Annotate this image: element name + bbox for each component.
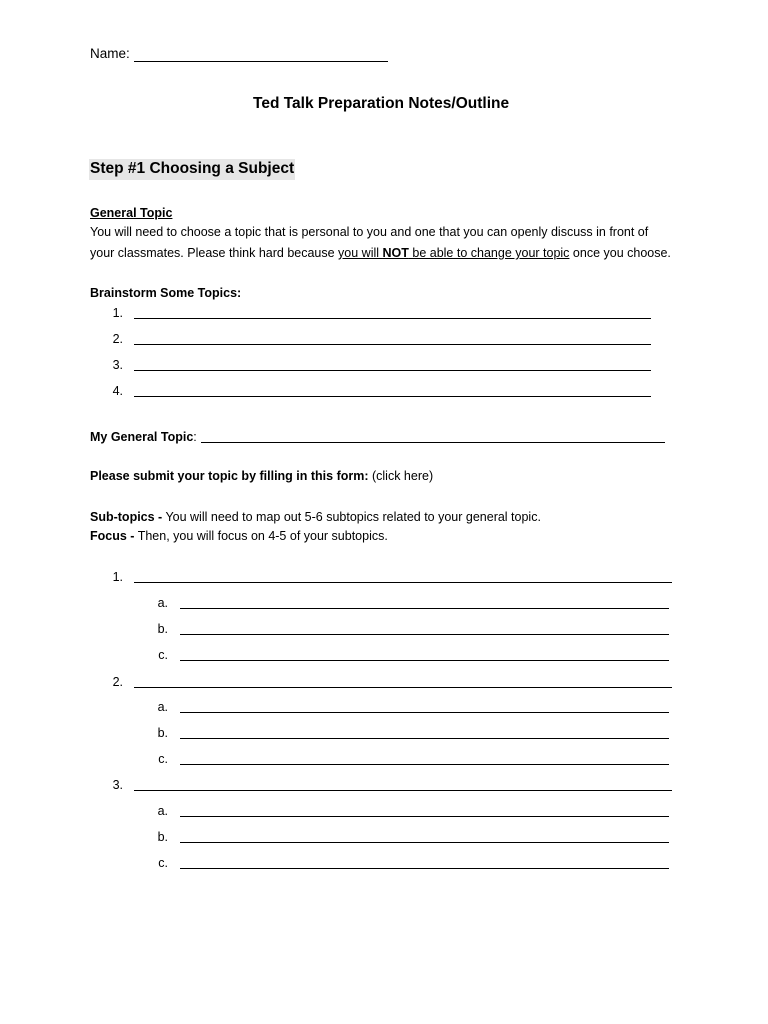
my-general-topic-text: My General Topic bbox=[90, 430, 194, 444]
outline-3-line-a[interactable] bbox=[180, 816, 669, 817]
my-general-topic-line[interactable] bbox=[201, 442, 665, 443]
outline-3-sub-a: a. bbox=[157, 804, 168, 818]
outline-2-line-c[interactable] bbox=[180, 764, 669, 765]
outline-1-line-b[interactable] bbox=[180, 634, 669, 635]
warning-part-a: you will bbox=[338, 246, 383, 260]
outline-2-sub-c: c. bbox=[158, 752, 168, 766]
brainstorm-line-1[interactable] bbox=[134, 318, 651, 319]
outline-1-line-a[interactable] bbox=[180, 608, 669, 609]
outline-1-line-c[interactable] bbox=[180, 660, 669, 661]
line2-end: once you choose. bbox=[569, 246, 671, 260]
brainstorm-line-3[interactable] bbox=[134, 370, 651, 371]
brainstorm-number-4: 4. bbox=[112, 384, 123, 398]
warning-underline bbox=[338, 246, 569, 260]
focus-text: Then, you will focus on 4-5 of your subtopics. bbox=[134, 529, 388, 543]
subtopics-instruction bbox=[90, 507, 541, 527]
line2-start: your classmates. Please think hard because bbox=[90, 246, 339, 260]
my-general-topic-colon: : bbox=[193, 430, 197, 444]
warning-not: NOT bbox=[382, 246, 409, 260]
outline-2-sub-a: a. bbox=[157, 700, 168, 714]
outline-number-2: 2. bbox=[112, 675, 123, 689]
brainstorm-heading: Brainstorm Some Topics: bbox=[90, 286, 242, 300]
outline-2-line-b[interactable] bbox=[180, 738, 669, 739]
my-general-topic-label bbox=[90, 427, 197, 447]
brainstorm-number-3: 3. bbox=[112, 358, 123, 372]
outline-line-1[interactable] bbox=[134, 582, 672, 583]
outline-3-line-c[interactable] bbox=[180, 868, 669, 869]
outline-3-line-b[interactable] bbox=[180, 842, 669, 843]
outline-1-sub-c: c. bbox=[158, 648, 168, 662]
outline-number-1: 1. bbox=[112, 570, 123, 584]
name-label: Name: bbox=[90, 46, 130, 61]
submit-label: Please submit your topic by filling in this form: bbox=[90, 469, 369, 483]
outline-line-2[interactable] bbox=[134, 687, 672, 688]
outline-number-3: 3. bbox=[112, 778, 123, 792]
brainstorm-line-2[interactable] bbox=[134, 344, 651, 345]
outline-3-sub-b: b. bbox=[157, 830, 168, 844]
brainstorm-number-2: 2. bbox=[112, 332, 123, 346]
name-input-line[interactable] bbox=[134, 61, 388, 62]
focus-label: Focus - bbox=[90, 529, 135, 543]
outline-3-sub-c: c. bbox=[158, 856, 168, 870]
outline-line-3[interactable] bbox=[134, 790, 672, 791]
submit-form-link[interactable]: (click here) bbox=[368, 469, 434, 483]
general-topic-heading: General Topic bbox=[90, 206, 173, 220]
general-topic-intro: You will need to choose a topic that is personal to you and one that you can openly discuss in front of bbox=[90, 225, 649, 239]
warning-part-b: be able to change your topic bbox=[408, 246, 570, 260]
step1-heading: Step #1 Choosing a Subject bbox=[89, 159, 295, 180]
subtopics-text: You will need to map out 5-6 subtopics related to your general topic. bbox=[162, 510, 541, 524]
brainstorm-number-1: 1. bbox=[112, 306, 123, 320]
outline-2-sub-b: b. bbox=[157, 726, 168, 740]
brainstorm-line-4[interactable] bbox=[134, 396, 651, 397]
outline-1-sub-b: b. bbox=[157, 622, 168, 636]
general-topic-line2 bbox=[90, 243, 671, 263]
submit-instruction bbox=[90, 466, 433, 486]
outline-1-sub-a: a. bbox=[157, 596, 168, 610]
subtopics-label: Sub-topics - bbox=[90, 510, 163, 524]
page-title: Ted Talk Preparation Notes/Outline bbox=[253, 95, 510, 112]
focus-instruction bbox=[90, 526, 388, 546]
outline-2-line-a[interactable] bbox=[180, 712, 669, 713]
